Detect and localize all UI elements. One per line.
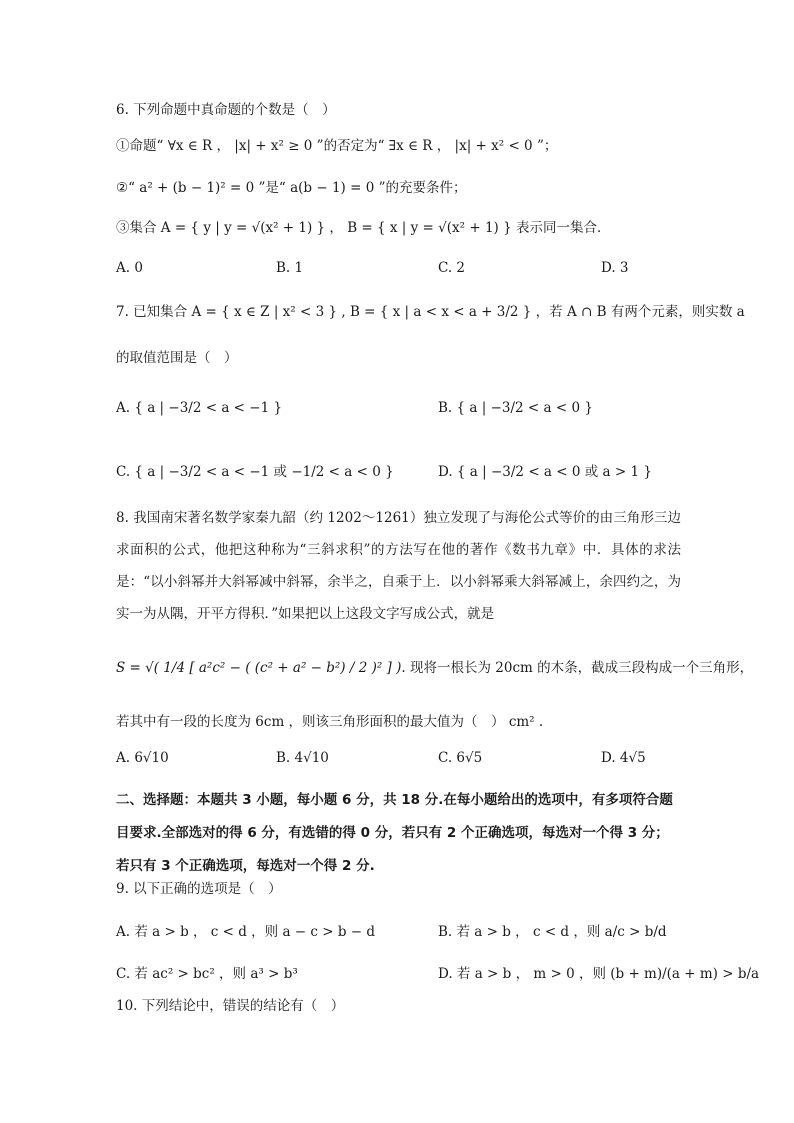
q7-option-b: B. { a | −3/2 < a < 0 } (438, 400, 593, 416)
q6-option-d: D. 3 (601, 260, 629, 276)
q9-stem: 9. 以下正确的选项是（ ） (116, 881, 282, 897)
q6-statement-3: ③集合 A = { y | y = √(x² + 1) } ， B = { x | y = √(x² + 1) } 表示同一集合． (116, 220, 611, 236)
q7-stem-continued: 的取值范围是（ ） (116, 350, 238, 366)
q6-option-a: A. 0 (116, 260, 143, 276)
q6-option-c: C. 2 (438, 260, 466, 276)
q8-paragraph: 8. 我国南宋著名数学家秦九韶（约 1202～1261）独立发现了与海伦公式等价的由三角形三边求面积的公式，他把这种称为“三斜求积”的方法写在他的著作《数书九章》中．具体的求法是：“以小斜幂并大斜幂减中斜幂，余半之，自乘于上．以小斜幂乘大斜幂减上，余四约之，为实一为从隅，开平方得积．”如果把以上这段文字写成公式，就是 (116, 510, 681, 622)
q8-question-line: 若其中有一段的长度为 6cm ，则该三角形面积的最大值为（ ） cm² . (116, 714, 544, 730)
q8-formula-line (116, 662, 753, 676)
q9-option-a: A. 若 a > b ， c < d ，则 a − c > b − d (116, 924, 376, 940)
q7-option-a: A. { a | −3/2 < a < −1 } (116, 400, 283, 416)
q8-paragraph-continued: . 现将一根长为 20cm 的木条，截成三段构成一个三角形， (401, 660, 754, 676)
q6-statement-2: ②“ a² + (b − 1)² = 0 ”是“ a(b − 1) = 0 ”的充要条件； (116, 180, 467, 196)
q9-option-d: D. 若 a > b ， m > 0 ，则 (b + m)/(a + m) > b/a (438, 966, 760, 982)
section-2-instructions: 二、选择题：本题共 3 小题，每小题 6 分，共 18 分.在每小题给出的选项中，有多项符合题目要求.全部选对的得 6 分，有选错的得 0 分，若只有 2 个正确选项，每选对一个得 3 分；若只有 3 个正确选项，每选对一个得 2 分. (116, 792, 673, 874)
q7-option-d: D. { a | −3/2 < a < 0 或 a > 1 } (438, 464, 652, 480)
q8-option-c: C. 6√5 (438, 750, 483, 766)
q8-option-a: A. 6√10 (116, 750, 169, 766)
q9-option-b: B. 若 a > b ， c < d ，则 a/c > b/d (438, 924, 667, 940)
q8-option-d: D. 4√5 (601, 750, 646, 766)
q6-statement-1: ①命题“ ∀x ∈ R ， |x| + x² ≥ 0 ”的否定为“ ∃x ∈ R ， |x| + x² < 0 ”； (116, 138, 558, 154)
heron-formula: S = √( 1/4 [ a²c² − ( (c² + a² − b²) / 2 )² ] ) (116, 660, 402, 676)
q7-option-c: C. { a | −3/2 < a < −1 或 −1/2 < a < 0 } (116, 464, 394, 480)
q6-stem: 6. 下列命题中真命题的个数是（ ） (116, 102, 336, 118)
q6-option-b: B. 1 (276, 260, 304, 276)
q10-stem: 10. 下列结论中，错误的结论有（ ） (116, 998, 345, 1014)
q8-option-b: B. 4√10 (276, 750, 329, 766)
q9-option-c: C. 若 ac² > bc² ，则 a³ > b³ (116, 966, 298, 982)
q7-stem: 7. 已知集合 A = { x ∈ Z | x² < 3 } , B = { x | a < x < a + 3/2 } ，若 A ∩ B 有两个元素，则实数 a (116, 304, 745, 320)
